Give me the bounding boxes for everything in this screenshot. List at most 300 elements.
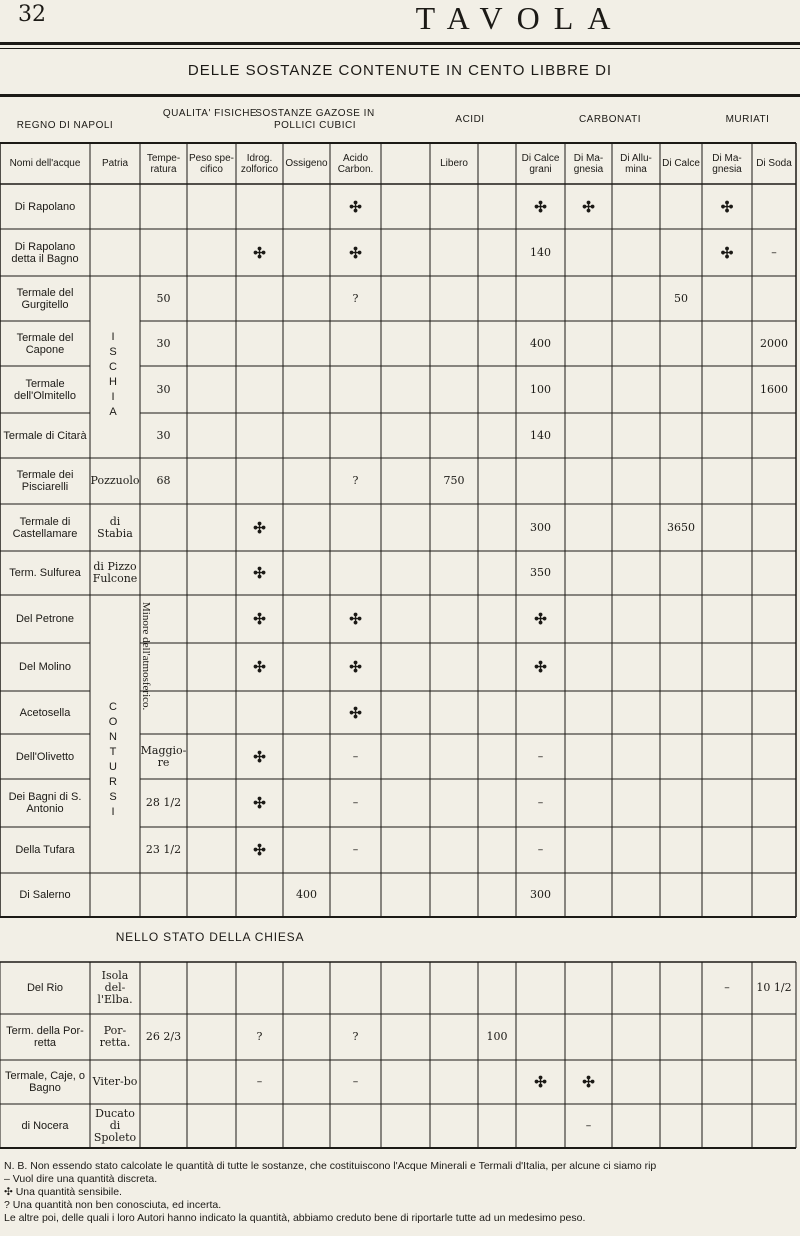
data-cell [382,643,429,691]
data-cell [382,366,429,413]
data-cell [479,229,515,276]
data-cell [517,458,564,504]
row-name: Termale del Gurgitello [16,286,74,311]
data-cell [431,504,477,551]
data-cell [753,779,795,827]
data-cell: ✣ [349,197,362,216]
column-header: Di Allu-mina [620,152,652,175]
data-cell: ✣ [253,747,266,766]
data-cell [141,873,186,917]
data-cell [237,1104,282,1148]
data-cell [284,1060,329,1104]
data-cell [753,734,795,779]
data-cell [566,413,611,458]
note-line: N. B. Non essendo stato calcolate le quantità di tutte le sostanze, che costituiscono l'Acque Minerali e Termali d'Italia, per alcune ci siamo rip [4,1160,657,1172]
data-cell [284,413,329,458]
data-cell [661,1104,701,1148]
row-name: Termale dei Pisciarelli [16,469,74,493]
data-cell [703,366,751,413]
data-cell [703,458,751,504]
data-cell: ✣ [349,243,362,262]
data-cell: 10 1/2 [756,981,792,994]
data-cell: ? [256,1030,263,1043]
data-cell: ✣ [349,658,362,676]
data-cell [237,366,282,413]
note-line: ✣ Una quantità sensibile. [4,1186,122,1198]
data-cell: ✣ [534,658,547,676]
data-cell: ✣ [253,841,266,859]
group-muriates: MURIATI [725,114,770,125]
data-cell [753,691,795,734]
data-cell [188,458,235,504]
data-cell [382,1014,429,1060]
data-cell [331,321,380,366]
data-cell: di Stabia [97,514,133,540]
data-cell [431,276,477,321]
data-cell [431,321,477,366]
data-cell [613,321,659,366]
data-cell [661,1060,701,1104]
data-cell [613,504,659,551]
data-cell: ? [352,1030,359,1043]
data-cell [141,551,186,595]
data-cell [703,873,751,917]
data-cell [661,366,701,413]
data-cell: ✣ [582,1073,595,1091]
data-cell [141,229,186,276]
data-cell [188,504,235,551]
data-cell [613,551,659,595]
data-cell: ✣ [349,703,362,722]
group-carbonates: CARBONATI [578,114,642,125]
data-cell [753,873,795,917]
data-cell: Maggio-re [140,743,187,769]
data-cell: 100 [530,382,551,396]
data-cell [613,413,659,458]
group-acids: ACIDI [455,114,485,125]
data-cell: Pozzuolo [90,474,140,487]
row-name: di Nocera [21,1120,69,1132]
data-cell [613,366,659,413]
data-cell: 400 [530,336,551,350]
data-cell [284,734,329,779]
data-cell [141,184,186,229]
data-cell [703,504,751,551]
data-cell: ✣ [582,197,595,216]
data-cell [613,1104,659,1148]
data-cell: – [537,843,544,856]
row-name: Del Petrone [15,613,75,625]
data-cell [479,691,515,734]
data-cell [331,873,380,917]
data-cell [479,873,515,917]
row-name: Acetosella [19,706,71,719]
data-cell [382,873,429,917]
data-cell: 26 2/3 [145,1030,182,1043]
contursi-label [92,700,134,820]
data-cell [703,691,751,734]
data-cell: 1600 [760,382,788,396]
data-cell [613,643,659,691]
data-cell [382,184,429,229]
data-cell [188,691,235,734]
data-cell: ✣ [720,197,734,216]
column-header: Ossigeno [285,158,328,169]
data-cell [284,504,329,551]
data-cell [661,229,701,276]
data-cell [237,962,282,1014]
data-cell [613,595,659,643]
column-header: Di Ma-gnesia [573,152,604,175]
data-cell [703,1060,751,1104]
data-cell [91,873,139,917]
data-cell [753,184,795,229]
data-cell [284,691,329,734]
data-cell [753,1014,795,1060]
vertical-letter: U [109,761,117,773]
data-cell: ✣ [534,1073,547,1091]
data-cell [479,779,515,827]
data-cell [382,827,429,873]
data-cell [331,1104,380,1148]
data-cell [284,184,329,229]
column-header [382,145,429,182]
row-name: Di Salerno [19,889,71,901]
data-cell [753,276,795,321]
data-cell [661,458,701,504]
data-cell [237,873,282,917]
row-name: Termale dell'Olmitello [13,377,76,402]
data-cell [91,184,139,229]
group-region: REGNO DI NAPOLI [16,120,114,131]
data-cell [703,643,751,691]
column-header: Tempe-ratura [146,152,181,175]
data-cell: ✣ [720,243,734,262]
data-cell: – [352,749,359,763]
data-cell [753,643,795,691]
data-cell [479,962,515,1014]
data-cell [613,184,659,229]
data-cell [382,229,429,276]
data-cell: ? [352,291,359,305]
data-cell: – [352,1075,359,1088]
data-cell [188,827,235,873]
vertical-letter: S [109,791,117,803]
data-cell [703,734,751,779]
data-cell: – [585,1119,592,1132]
data-cell [517,1104,564,1148]
data-cell [566,643,611,691]
minore-label: Minore dell'atmosferico. [140,602,152,711]
data-cell [566,458,611,504]
data-cell [188,1014,235,1060]
data-cell [566,1014,611,1060]
data-cell: 100 [486,1030,508,1043]
data-cell [237,276,282,321]
data-cell [331,366,380,413]
data-cell [703,413,751,458]
page-title: TAVOLA [415,0,625,36]
vertical-letter: H [109,376,117,388]
data-cell [188,873,235,917]
data-cell: – [537,749,544,763]
data-cell [431,1060,477,1104]
data-cell [284,827,329,873]
vertical-letter: A [109,406,117,418]
data-cell [661,413,701,458]
data-cell: 3650 [667,520,695,534]
data-cell [661,321,701,366]
data-cell [284,779,329,827]
data-cell [753,413,795,458]
data-cell [284,643,329,691]
data-cell: ✣ [534,197,547,216]
data-cell [382,276,429,321]
data-cell [431,962,477,1014]
note-line: – Vuol dire una quantità discreta. [4,1173,158,1185]
data-cell [188,962,235,1014]
data-cell [188,779,235,827]
data-cell [613,962,659,1014]
data-cell: 750 [443,474,465,487]
data-cell [479,504,515,551]
data-cell: – [537,796,544,809]
data-cell [431,691,477,734]
data-cell [188,366,235,413]
data-cell [753,827,795,873]
data-cell [382,458,429,504]
vertical-letter: C [109,701,117,713]
data-cell [331,551,380,595]
notes [4,1160,794,1225]
data-cell [479,827,515,873]
data-cell [431,551,477,595]
data-cell [431,595,477,643]
data-cell [431,366,477,413]
data-cell [284,366,329,413]
data-cell [284,321,329,366]
data-cell [703,779,751,827]
data-cell [431,1014,477,1060]
vertical-letter: T [109,746,117,758]
data-cell [284,276,329,321]
data-cell: ✣ [253,610,266,628]
data-cell [479,551,515,595]
data-cell [703,595,751,643]
data-cell: ✣ [349,610,362,628]
row-name: Di Rapolano [14,200,76,213]
data-cell: 400 [296,888,317,901]
data-cell: 23 1/2 [145,843,182,856]
data-cell [703,276,751,321]
data-cell: 2000 [760,336,788,350]
data-cell [613,734,659,779]
note-line: Le altre poi, delle quali i loro Autori hanno indicato la quantità, abbiamo creduto bene di riportarle tutte ad un medesimo peso. [4,1212,586,1224]
data-cell [703,551,751,595]
data-cell [431,734,477,779]
data-cell [141,1060,186,1104]
data-cell [613,229,659,276]
vertical-letter: N [109,731,117,743]
column-header: Patria [101,158,129,169]
data-cell: – [256,1075,263,1088]
data-cell [753,595,795,643]
data-cell [661,734,701,779]
vertical-letter: R [109,776,117,788]
data-cell [566,321,611,366]
data-cell [479,1060,515,1104]
row-name: Termale di Castellamare [12,515,78,540]
vertical-letter: I [111,391,115,403]
data-cell [479,643,515,691]
row-name: Della Tufara [15,844,75,856]
data-cell [517,691,564,734]
data-cell [661,691,701,734]
data-cell [237,458,282,504]
data-cell [566,962,611,1014]
data-cell: 28 1/2 [145,796,182,809]
section-title: NELLO STATO DELLA CHIESA [115,930,305,944]
data-cell [382,779,429,827]
data-cell [431,184,477,229]
data-cell [479,458,515,504]
data-cell [661,873,701,917]
column-header: Acido Carbon. [337,152,374,175]
data-cell [479,734,515,779]
data-cell [613,827,659,873]
data-cell: 68 [156,474,171,487]
vertical-letter: O [108,716,118,728]
data-cell [566,504,611,551]
data-cell [703,321,751,366]
data-cell [753,1060,795,1104]
data-cell [703,1104,751,1148]
data-cell [188,321,235,366]
data-cell [188,643,235,691]
data-cell [188,595,235,643]
data-cell [331,413,380,458]
data-cell: di Pizzo Fulcone [92,560,138,585]
data-cell [613,779,659,827]
data-cell [479,366,515,413]
data-cell [382,1060,429,1104]
data-cell [431,643,477,691]
contursi-text [92,700,134,820]
data-cell [566,229,611,276]
data-cell [284,458,329,504]
data-cell [188,184,235,229]
data-cell [284,962,329,1014]
data-cell [431,779,477,827]
data-cell: ✣ [253,564,266,582]
data-cell: ✣ [253,518,266,537]
data-cell: ✣ [534,610,547,628]
table-subtitle: DELLE SOSTANZE CONTENUTE IN CENTO LIBBRE DI [187,62,613,79]
data-cell [566,827,611,873]
data-cell [188,229,235,276]
data-cell [237,184,282,229]
data-cell [517,276,564,321]
data-cell [661,643,701,691]
data-cell [703,827,751,873]
data-cell [188,413,235,458]
data-cell [566,691,611,734]
note-line: ? Una quantità non ben conosciuta, ed incerta. [4,1199,222,1211]
row-name: Del Molino [19,661,71,673]
data-cell [661,551,701,595]
data-cell: 30 [156,336,171,350]
row-name: Dei Bagni di S. Antonio [8,791,82,815]
data-cell [188,1060,235,1104]
data-cell [661,1014,701,1060]
data-cell [382,1104,429,1148]
data-cell: 350 [530,566,551,579]
data-cell [479,1104,515,1148]
data-cell [661,779,701,827]
data-cell [566,779,611,827]
column-header [479,145,515,182]
data-cell: – [352,796,359,809]
data-cell [753,458,795,504]
data-cell [613,691,659,734]
vertical-letter: I [111,806,115,818]
data-cell: Ducato di Spoleto [93,1107,137,1144]
data-cell: Por-retta. [99,1024,131,1049]
data-cell [753,551,795,595]
column-header: Libero [440,158,468,169]
data-cell [479,413,515,458]
row-name: Dell'Olivetto [15,750,75,763]
data-cell [661,184,701,229]
data-cell [566,734,611,779]
data-cell [613,458,659,504]
data-cell [382,551,429,595]
data-cell [188,734,235,779]
data-cell: 140 [530,245,551,259]
row-name: Termale del Capone [16,331,74,356]
data-cell: 300 [530,520,551,534]
data-cell [331,962,380,1014]
data-cell: – [724,981,730,994]
column-header: Peso spe-cifico [188,152,235,175]
data-cell [431,1104,477,1148]
column-header: Nomi dell'acque [9,158,81,169]
data-cell [141,1104,186,1148]
data-cell [382,691,429,734]
row-name: Termale di Citarà [3,429,87,442]
data-cell: ? [352,474,359,487]
data-cell: – [352,843,359,856]
data-cell [431,229,477,276]
data-cell [566,551,611,595]
data-cell [188,1104,235,1148]
data-cell [284,1104,329,1148]
data-cell [382,504,429,551]
data-cell [284,1014,329,1060]
group-physical: QUALITA' FISICHE [162,108,258,119]
vertical-letter: I [111,331,115,343]
group-gases: SOSTANZE GAZOSE IN POLLICI CUBICI [255,108,375,131]
data-cell: – [771,245,777,259]
row-name: Di Rapolano detta il Bagno [11,240,79,265]
data-cell: 30 [156,382,171,396]
row-name: Term. Sulfurea [9,567,81,579]
data-cell [237,413,282,458]
data-cell [613,1060,659,1104]
data-cell: 50 [674,291,688,305]
data-cell [566,276,611,321]
column-header: Di Ma-gnesia [712,152,742,175]
